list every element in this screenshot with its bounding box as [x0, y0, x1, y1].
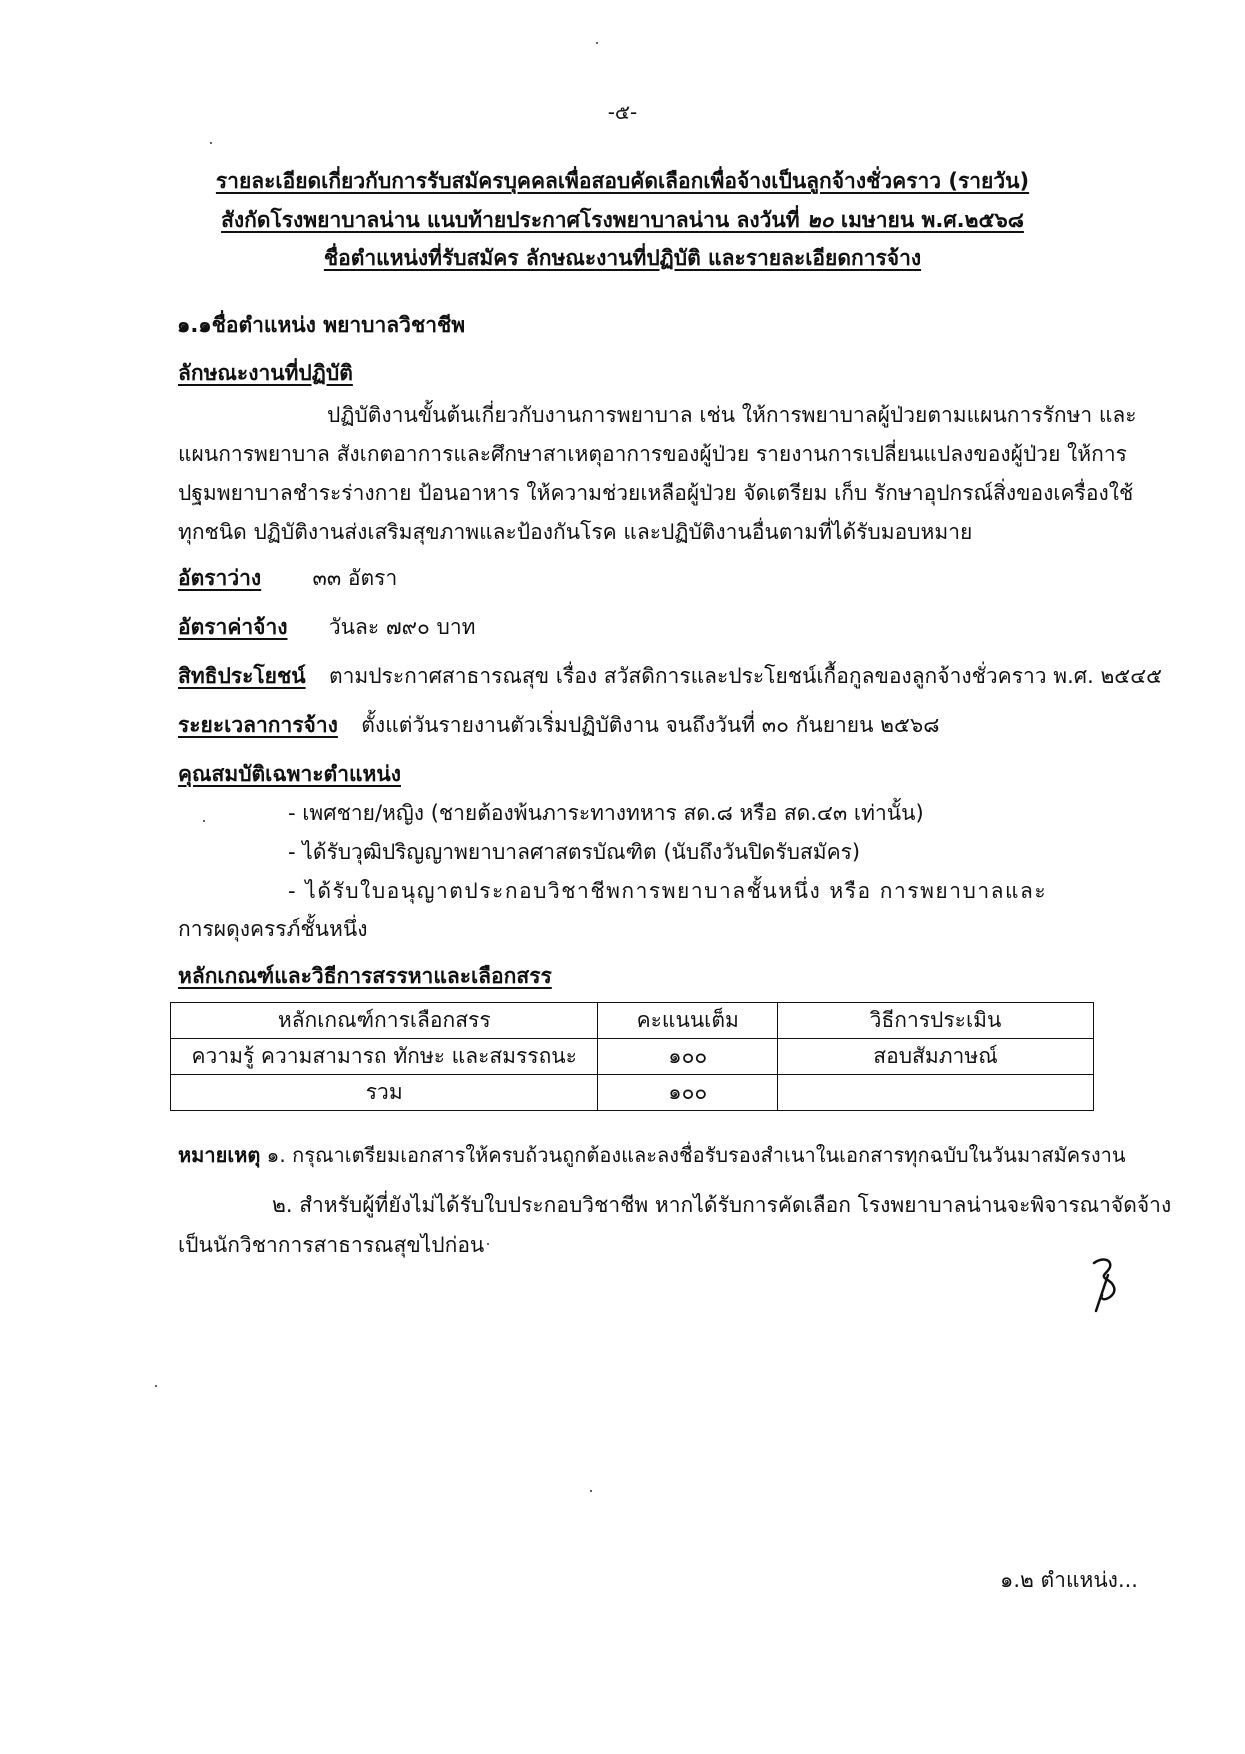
- vacancy-row: [178, 563, 397, 593]
- title-line-2-text: สังกัดโรงพยาบาลน่าน แนบท้ายประกาศโรงพยาบาลน่าน ลงวันที่: [221, 208, 807, 232]
- total-score-cell: ๑๐๐: [598, 1075, 778, 1111]
- period-row: [178, 710, 939, 740]
- duties-line-2: แผนการพยาบาล สังเกตอาการและศึกษาสาเหตุอาการของผู้ป่วย รายงานการเปลี่ยนแปลงของผู้ป่วย ให้การ: [178, 442, 1127, 466]
- duties-line-4: ทุกชนิด ปฏิบัติงานส่งเสริมสุขภาพและป้องกันโรค และปฏิบัติงานอื่นตามที่ได้รับมอบหมาย: [178, 520, 973, 544]
- title-line-2-date: เมษายน พ.ศ.๒๕๖๘: [833, 208, 1024, 232]
- scan-speck: [487, 1243, 489, 1245]
- benefits-label: สิทธิประโยชน์: [178, 664, 306, 688]
- remark-1: [178, 1140, 1126, 1170]
- title-line-3: [0, 242, 1245, 275]
- period-label: ระยะเวลาการจ้าง: [178, 713, 338, 737]
- scan-speck: [210, 142, 212, 144]
- scan-speck: [590, 1490, 592, 1492]
- benefits-value: ตามประกาศสาธารณสุข เรื่อง สวัสดิการและประโยชน์เกื้อกูลของลูกจ้างชั่วคราว พ.ศ. ๒๕๔๕: [328, 664, 1162, 688]
- remark-1-text: ๑. กรุณาเตรียมเอกสารให้ครบถ้วนถูกต้องและลงชื่อรับรองสำเนาในเอกสารทุกฉบับในวันมาสมัครงาน: [260, 1143, 1126, 1167]
- wage-label: อัตราค่าจ้าง: [178, 615, 288, 639]
- table-row: [171, 1039, 1094, 1075]
- title-line-2: [0, 204, 1245, 237]
- duties-line-1: ปฏิบัติงานขั้นต้นเกี่ยวกับงานการพยาบาล เช่น ให้การพยาบาลผู้ป่วยตามแผนการรักษา และ: [327, 403, 1137, 427]
- page-number: -๕-: [607, 100, 638, 124]
- title-handwritten-day: ๒๐: [806, 207, 834, 232]
- period-value: ตั้งแต่วันรายงานตัวเริ่มปฏิบัติงาน จนถึงวันที่ ๓๐ กันยายน ๒๕๖๘: [361, 713, 940, 737]
- duties-heading: ลักษณะงานที่ปฏิบัติ: [178, 361, 353, 385]
- method-cell: สอบสัมภาษณ์: [778, 1039, 1094, 1075]
- remark-2: ๒. สำหรับผู้ที่ยังไม่ได้รับใบประกอบวิชาชีพ หากได้รับการคัดเลือก โรงพยาบาลน่านจะพิจารณาจัดจ้าง: [272, 1193, 1172, 1217]
- table-row: [171, 1075, 1094, 1111]
- criteria-table: [170, 1002, 1094, 1111]
- qualification-item-1: - เพศชาย/หญิง (ชายต้องพ้นภาระทางทหาร สด.๘ หรือ สด.๔๓ เท่านั้น): [288, 801, 924, 825]
- vacancy-label: อัตราว่าง: [178, 566, 262, 590]
- next-page-reference: ๑.๒ ตำแหน่ง...: [1000, 1568, 1138, 1592]
- total-method-cell: [778, 1075, 1094, 1111]
- remarks-label: หมายเหตุ: [178, 1143, 261, 1167]
- title-line-1: [0, 165, 1245, 198]
- score-cell: ๑๐๐: [598, 1039, 778, 1075]
- criteria-header-score: คะแนนเต็ม: [598, 1003, 778, 1039]
- signature-initial: [1088, 1255, 1128, 1315]
- scan-speck: [155, 1385, 157, 1387]
- criteria-header-method: วิธีการประเมิน: [778, 1003, 1094, 1039]
- title-line-1-text: รายละเอียดเกี่ยวกับการรับสมัครบุคคลเพื่อสอบคัดเลือกเพื่อจ้างเป็นลูกจ้างชั่วคราว (รายวัน): [215, 169, 1030, 193]
- title-line-3-text: ชื่อตำแหน่งที่รับสมัคร ลักษณะงานที่ปฏิบัติ และรายละเอียดการจ้าง: [323, 246, 922, 270]
- criteria-heading: หลักเกณฑ์และวิธีการสรรหาและเลือกสรร: [178, 964, 552, 988]
- qualification-item-2: - ได้รับวุฒิปริญญาพยาบาลศาสตรบัณฑิต (นับถึงวันปิดรับสมัคร): [288, 840, 861, 864]
- qualification-item-3: - ได้รับใบอนุญาตประกอบวิชาชีพการพยาบาลชั้นหนึ่ง หรือ การพยาบาลและ: [288, 879, 1048, 903]
- qualification-item-3-cont: การผดุงครรภ์ชั้นหนึ่ง: [178, 917, 368, 941]
- criteria-cell: ความรู้ ความสามารถ ทักษะ และสมรรถนะ: [171, 1039, 598, 1075]
- qualifications-heading: คุณสมบัติเฉพาะตำแหน่ง: [178, 762, 401, 786]
- remark-2-cont: เป็นนักวิชาการสาธารณสุขไปก่อน: [178, 1233, 485, 1257]
- position-heading: ๑.๑ชื่อตำแหน่ง พยาบาลวิชาชีพ: [177, 313, 466, 337]
- total-label-cell: รวม: [171, 1075, 598, 1111]
- benefits-row: [178, 661, 1162, 691]
- criteria-table-header: [171, 1003, 1094, 1039]
- duties-line-3: ปฐมพยาบาลชำระร่างกาย ป้อนอาหาร ให้ความช่วยเหลือผู้ป่วย จัดเตรียม เก็บ รักษาอุปกรณ์สิ่งของเครื่องใช้: [178, 481, 1134, 505]
- scan-speck: [596, 42, 598, 44]
- criteria-header-criteria: หลักเกณฑ์การเลือกสรร: [171, 1003, 598, 1039]
- vacancy-value: ๓๓ อัตรา: [312, 566, 398, 590]
- wage-value: วันละ ๗๙๐ บาท: [328, 615, 476, 639]
- scan-speck: [203, 820, 205, 822]
- wage-row: [178, 612, 476, 642]
